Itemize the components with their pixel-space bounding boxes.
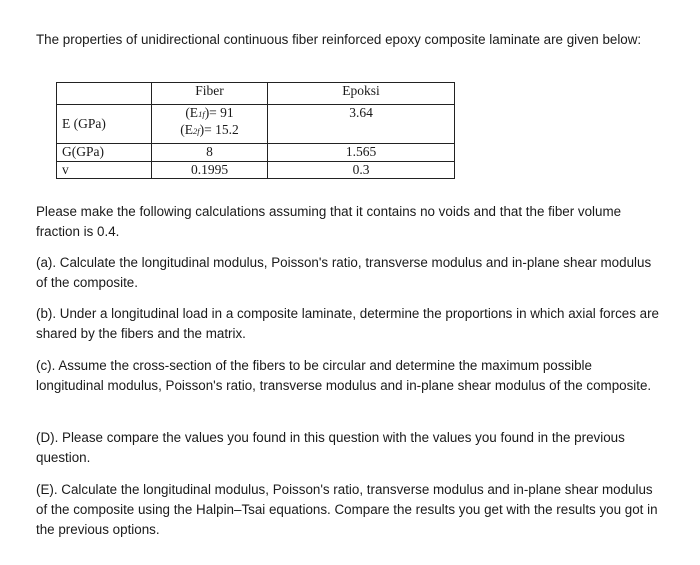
- table-row-poisson: [57, 162, 455, 179]
- question-a: (a). Calculate the longitudinal modulus, Poisson's ratio, transverse modulus and in-plane shear modulus of the composite.: [36, 255, 652, 290]
- question-d: (D). Please compare the values you found in this question with the values you found in the previous question.: [36, 430, 625, 465]
- question-b: (b). Under a longitudinal load in a composite laminate, determine the proportions in which axial forces are shared by the fibers and the matrix.: [36, 306, 659, 341]
- table-row-elastic-modulus: [57, 105, 455, 144]
- properties-table: [56, 82, 455, 179]
- epoxy-e-value: 3.64: [268, 105, 455, 144]
- table-row-shear-modulus: [57, 144, 455, 162]
- question-c: (c). Assume the cross-section of the fibers to be circular and determine the maximum possible longitudinal modulus, Poisson's ratio, transverse modulus and in-plane shear modulus of the composite.: [36, 358, 652, 393]
- table-header-corner: [57, 83, 152, 105]
- fiber-g-value: 8: [152, 144, 268, 162]
- fiber-e-values: [152, 105, 268, 144]
- question-e: (E). Calculate the longitudinal modulus, Poisson's ratio, transverse modulus and in-plane shear modulus of the composite using the Halpin–Tsai equations. Compare the results you get with the results you got in the previous options.: [36, 482, 658, 537]
- instructions-paragraph: Please make the following calculations assuming that it contains no voids and that the fiber volume fraction is 0.4.: [36, 204, 622, 239]
- table-header-fiber: Fiber: [152, 83, 268, 105]
- row-label-v: v: [57, 162, 152, 179]
- row-label-g: G(GPa): [57, 144, 152, 162]
- epoxy-g-value: 1.565: [268, 144, 455, 162]
- fiber-e2: (E2f)= 15.2: [180, 122, 239, 137]
- intro-paragraph: The properties of unidirectional continuous fiber reinforced epoxy composite laminate are given below:: [36, 32, 642, 47]
- table-header-epoxy: Epoksi: [268, 83, 455, 105]
- fiber-v-value: 0.1995: [152, 162, 268, 179]
- table-header-row: [57, 83, 455, 105]
- epoxy-v-value: 0.3: [268, 162, 455, 179]
- fiber-e1: (E1f)= 91: [185, 105, 234, 120]
- row-label-e: E (GPa): [57, 105, 152, 144]
